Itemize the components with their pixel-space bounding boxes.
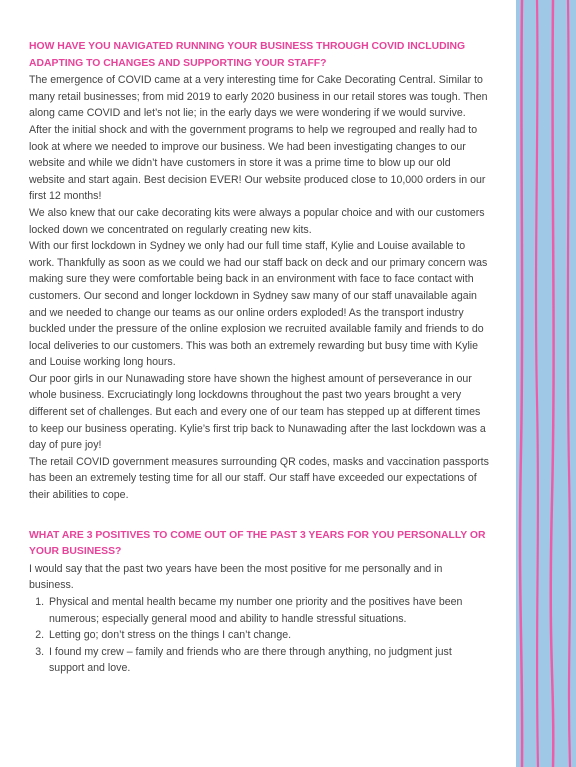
section-heading-covid: HOW HAVE YOU NAVIGATED RUNNING YOUR BUSINESS THROUGH COVID INCLUDING ADAPTING TO CHANGES AND SUPPORTING YOUR STAFF? [29,41,466,69]
paragraph: The retail COVID government measures surrounding QR codes, masks and vaccination passports has been an extremely testing time for all our staff. Our staff have exceeded our expectations of their abilities to cope. [29,455,489,502]
paragraph: We also knew that our cake decorating kits were always a popular choice and with our customers locked down we concentrated on regularly creating new kits. [29,206,485,236]
list-item: 2. Letting go; don’t stress on the things I can’t change. [47,627,489,644]
list-item: 3. I found my crew – family and friends who are there through anything, no judgment just support and love. [47,644,489,677]
positives-list [29,594,489,677]
paragraph: With our first lockdown in Sydney we only had our full time staff, Kylie and Louise available to work. Thankfully as soon as we could we had our staff back on deck and our primary concern was making sure they were comfortable being back in an environment with face to face contact with customers. Our second and longer lockdown in Sydney saw many of our staff unavailable again and we needed to change our teams as our online orders exploded! As the transport industry buckled under the pressure of the online explosion we recruited available family and friends to do local deliveries to our customers. This was both an extremely rewarding but busy time with Kylie and Louise working long hours. [29,240,488,369]
section-heading-positives: WHAT ARE 3 POSITIVES TO COME OUT OF THE PAST 3 YEARS FOR YOU PERSONALLY OR YOUR BUSINESS? [29,529,486,558]
article-body [29,39,489,677]
positives-intro: I would say that the past two years have been the most positive for me personally and in business. [29,562,443,592]
list-item: 1. Physical and mental health became my number one priority and the positives have been numerous; especially general mood and ability to handle stressful situations. [47,594,489,627]
positives-section [29,528,489,677]
paragraph: The emergence of COVID came at a very interesting time for Cake Decorating Central. Similar to many retail businesses; from mid 2019 to early 2020 business in our retail stores was tough. Then along came COVID and let’s not lie; in the early days we were wondering if we would survive. After the initial shock and with the government programs to help we regrouped and really had to look at where we needed to improve our business. We had been investigating changes to our website and while we didn’t have customers in store it was a prime time to blow up our old website and start again. Best decision EVER! Our website produced close to 10,000 orders in our first 12 months! [29,74,488,203]
decorative-stripes [516,0,576,767]
paragraph: Our poor girls in our Nunawading store have shown the highest amount of perseverance in our whole business. Excruciatingly long lockdowns throughout the past two years brought a very different set of challenges. But each and every one of our team has stepped up at different times to keep our business operating. Kylie’s first trip back to Nunawading after the last lockdown was a day of pure joy! [29,372,486,452]
pink-stripe-line [536,0,538,767]
